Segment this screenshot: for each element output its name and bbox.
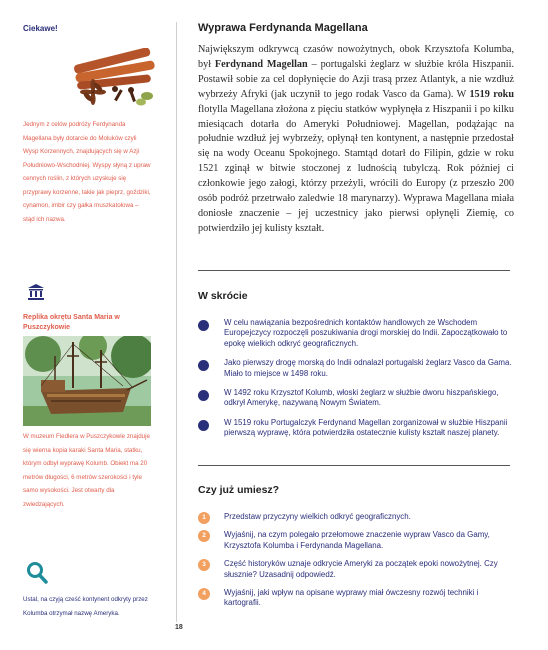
spices-illustration — [65, 48, 165, 106]
article-body — [198, 43, 514, 237]
page-number: 18 — [175, 624, 183, 631]
magnifier-icon — [26, 561, 48, 585]
sidebar — [23, 18, 153, 617]
summary-heading: W skrócie — [198, 290, 248, 302]
museum-icon — [27, 283, 45, 301]
article — [198, 22, 514, 237]
questions-list — [198, 512, 513, 617]
article-text-3: flotylla Magellana złożona z pięciu statków wypłynęła z Hiszpanii i po kilku miesiącach dotarła do Ameryki Południowej. Magellan, podążając na południe wzdłuż jej wybrzeży, opłynął ten kontynent, a następnie przedostał się na wody Oceanu Spokojnego. Stamtąd dotarł do Filipin, gdzie w roku 1521 zginął w bitwie stoczonej z ludnością tubylczą. Rok później ci członkowie jego załogi, którzy przeżyli, wrócili do Europy (z przeszło 200 osób podróż przetrwało zaledwie 18 marynarzy). Wyprawa Magellana miała doniosłe znaczenie – jej uczestnicy jako pierwsi opłynęli Ziemię, co potwierdziło jej kulisty kształt. — [198, 103, 514, 234]
article-year: 1519 roku — [469, 88, 514, 100]
museum-text: W muzeum Fiedlera w Puszczykowie znajduje się wierna kopia karaki Santa Maria, statku, którym odbył wyprawę Kolumb. Obiekt ma 20 metrów długości, 6 metrów szerokości i tyle samo wysokości. Jest otwarty dla zwiedzających. — [23, 433, 150, 508]
article-name: Ferdynand Magellan — [214, 58, 308, 70]
question-text: Przedstaw przyczyny wielkich odkryć geograficznych. — [224, 512, 411, 521]
article-text-2: – portugalski żeglarz w służbie króla Hiszpanii. Postawił sobie za cel dopłynięcie do Azji trasą przez Atlantyk, a nie wzdłuż wybrzeży Afryki (jak uczynił to jego rodak Vasco da Gama). W — [198, 58, 514, 100]
column-divider — [176, 22, 177, 622]
bullet-dot — [198, 390, 209, 401]
question-item — [198, 559, 513, 580]
question-number: 4 — [198, 588, 210, 600]
summary-text: W celu nawiązania bezpośrednich kontaktów handlowych ze Wschodem Europejczycy rozpoczęli poszukiwania drogi morskiej do Indii. Zapoczątkowało to epokę wielkich odkryć geograficznych. — [224, 318, 508, 348]
search-task-text: Ustal, na czyją cześć kontynent odkryty przez Kolumba otrzymał nazwę Ameryka. — [23, 596, 148, 617]
question-text: Część historyków uznaje odkrycie Ameryki za początek epoki nowożytnej. Czy słusznie? Uzasadnij odpowiedź. — [224, 559, 498, 579]
article-title: Wyprawa Ferdynanda Magellana — [198, 22, 368, 34]
summary-item — [198, 358, 513, 379]
museum-heading: Replika okrętu Santa Maria w Puszczykowie — [23, 314, 120, 331]
summary-item — [198, 318, 513, 349]
section-divider — [198, 465, 510, 466]
summary-text: Jako pierwszy drogę morską do Indii odnalazł portugalski żeglarz Vasco da Gama. Miało to miejsce w 1498 roku. — [224, 358, 512, 378]
questions-heading: Czy już umiesz? — [198, 484, 280, 496]
question-text: Wyjaśnij, na czym polegało przełomowe znaczenie wypraw Vasco da Gamy, Krzysztofa Kolumba i Ferdynanda Magellana. — [224, 530, 490, 550]
article-text-1: Największym odkrywcą czasów nowożytnych, obok Krzysztofa Kolumba, był — [198, 44, 514, 70]
question-item — [198, 512, 513, 522]
question-number: 1 — [198, 512, 210, 524]
bullet-dot — [198, 320, 209, 331]
curiosity-heading: Ciekawe! — [23, 24, 58, 33]
question-number: 2 — [198, 530, 210, 542]
question-item — [198, 588, 513, 609]
summary-list — [198, 318, 513, 448]
summary-item — [198, 388, 513, 409]
ship-photo — [23, 336, 151, 426]
section-divider — [198, 270, 510, 271]
question-number: 3 — [198, 559, 210, 571]
question-item — [198, 530, 513, 551]
curiosity-text: Jednym z celów podróży Ferdynanda Magellana były dotarcie do Moluków czyli Wysp Korzennych, znajdujących się w Azji Południowo-Wschodniej. Wyspy słyną z upraw cennych roślin, z których uzyskuje się przyprawy korzenne, takie jak pieprz, goździki, cynamon, imbir czy gałka muszkatołowa – stąd ich nazwa. — [23, 121, 151, 223]
summary-text: W 1492 roku Krzysztof Kolumb, włoski żeglarz w służbie dworu hiszpańskiego, odkrył Amerykę, nazywaną Nowym Światem. — [224, 388, 499, 408]
question-text: Wyjaśnij, jaki wpływ na opisane wyprawy miał ówczesny rozwój techniki i kartografii. — [224, 588, 479, 608]
summary-item — [198, 418, 513, 439]
summary-text: W 1519 roku Portugalczyk Ferdynand Magellan zorganizował w służbie Hiszpanii pierwszą wyprawę, która potwierdziła ostatecznie kulisty kształt naszej planety. — [224, 417, 508, 438]
bullet-dot — [198, 420, 209, 431]
bullet-dot — [198, 360, 209, 371]
